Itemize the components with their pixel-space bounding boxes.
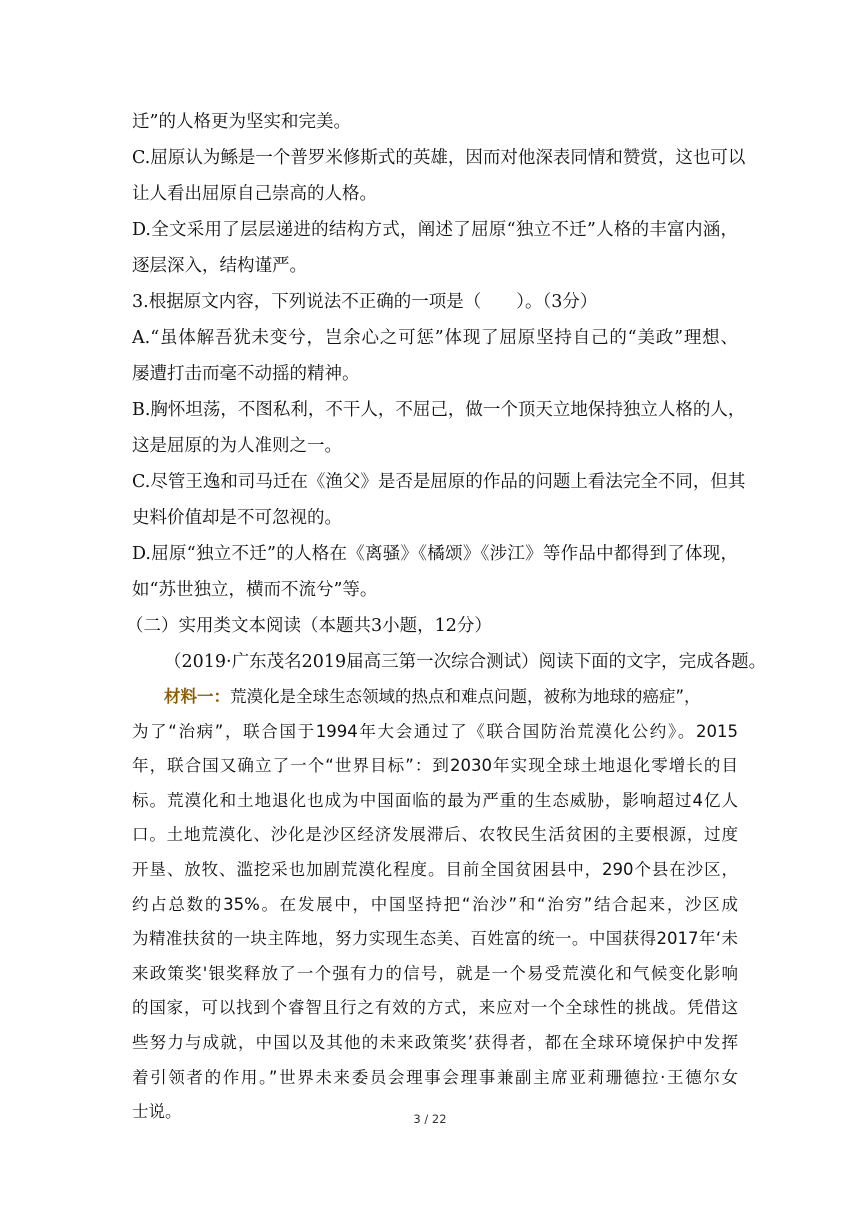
material1-line9: 来政策奖'银奖释放了一个强有力的信号，就是一个易受荒漠化和气候变化影响 xyxy=(132,963,738,983)
q2-option-b-continuation: 迁”的人格更为坚实和完美。 xyxy=(132,112,351,132)
material1-line13: 士说。 xyxy=(132,1102,182,1122)
page-content xyxy=(126,104,767,1130)
material1-line11: 些努力与成就，中国以及其他的未来政策奖’获得者，都在全球环境保护中发挥 xyxy=(132,1032,738,1052)
page-number: 3 / 22 xyxy=(413,1112,447,1126)
material1-line10: 的国家，可以找到个睿智且行之有效的方式，来应对一个全球性的挑战。凭借这 xyxy=(132,998,738,1018)
q3-option-d-line2: 如“苏世独立，横而不流兮”等。 xyxy=(132,580,378,600)
material1-line1-text: 荒漠化是全球生态领域的热点和难点问题，被称为地球的癌症”， xyxy=(230,687,701,706)
q3-stem: 3.根据原文内容，下列说法不正确的一项是（ ）。（3分） xyxy=(132,292,598,312)
section-source-note: （2019·广东茂名2019届高三第一次综合测试）阅读下面的文字，完成各题。 xyxy=(164,652,767,672)
material1-line12: 着引领者的作用。”世界未来委员会理事会理事兼副主席亚莉珊德拉·王德尔女 xyxy=(132,1067,738,1087)
material1-line4: 标。荒漠化和土地退化也成为中国面临的最为严重的生态威胁，影响超过4亿人 xyxy=(132,790,738,810)
q2-option-c-line2: 让人看出屈原自己崇高的人格。 xyxy=(132,184,377,204)
q2-option-c-line1: C.屈原认为鲧是一个普罗米修斯式的英雄，因而对他深表同情和赞赏，这也可以 xyxy=(132,148,746,168)
material1-line6: 开垦、放牧、滥挖采也加剧荒漠化程度。目前全国贫困县中，290个县在沙区， xyxy=(132,859,738,879)
q3-option-a-line2: 屡遭打击而毫不动摇的精神。 xyxy=(132,364,360,384)
material1-line1 xyxy=(132,680,738,715)
section-heading: （二）实用类文本阅读（本题共3小题，12分） xyxy=(126,616,492,636)
q3-option-b-line2: 这是屈原的为人准则之一。 xyxy=(132,436,342,456)
material1-label: 材料一： xyxy=(164,687,230,706)
material1-line8: 为精准扶贫的一块主阵地，努力实现生态美、百姓富的统一。中国获得2017年‘未 xyxy=(132,929,738,949)
material1-line2: 为了“治病”，联合国于1994年大会通过了《联合国防治荒漠化公约》。2015 xyxy=(132,721,738,741)
q3-option-d-line1: D.屈原“独立不迁”的人格在《离骚》《橘颂》《涉江》等作品中都得到了体现， xyxy=(132,544,738,564)
q2-option-d-line2: 逐层深入，结构谨严。 xyxy=(132,256,307,276)
q3-option-a-line1: A.“虽体解吾犹未变兮，岂余心之可惩”体现了屈原坚持自己的“美政”理想、 xyxy=(132,328,738,348)
material1-line3: 年，联合国又确立了一个“世界目标”：到2030年实现全球土地退化零增长的目 xyxy=(132,756,738,776)
material1-line7: 约占总数的35%。在发展中，中国坚持把“治沙”和“治穷”结合起来，沙区成 xyxy=(132,894,738,914)
q3-option-b-line1: B.胸怀坦荡，不图私利，不干人，不屈己，做一个顶天立地保持独立人格的人， xyxy=(132,400,746,420)
q2-option-d-line1: D.全文采用了层层递进的结构方式，阐述了屈原“独立不迁”人格的丰富内涵， xyxy=(132,220,738,240)
q3-option-c-line1: C.尽管王逸和司马迁在《渔父》是否是屈原的作品的问题上看法完全不同，但其 xyxy=(132,472,746,492)
q3-option-c-line2: 史料价值却是不可忽视的。 xyxy=(132,508,342,528)
material1-line5: 口。土地荒漠化、沙化是沙区经济发展滞后、农牧民生活贫困的主要根源，过度 xyxy=(132,825,738,845)
